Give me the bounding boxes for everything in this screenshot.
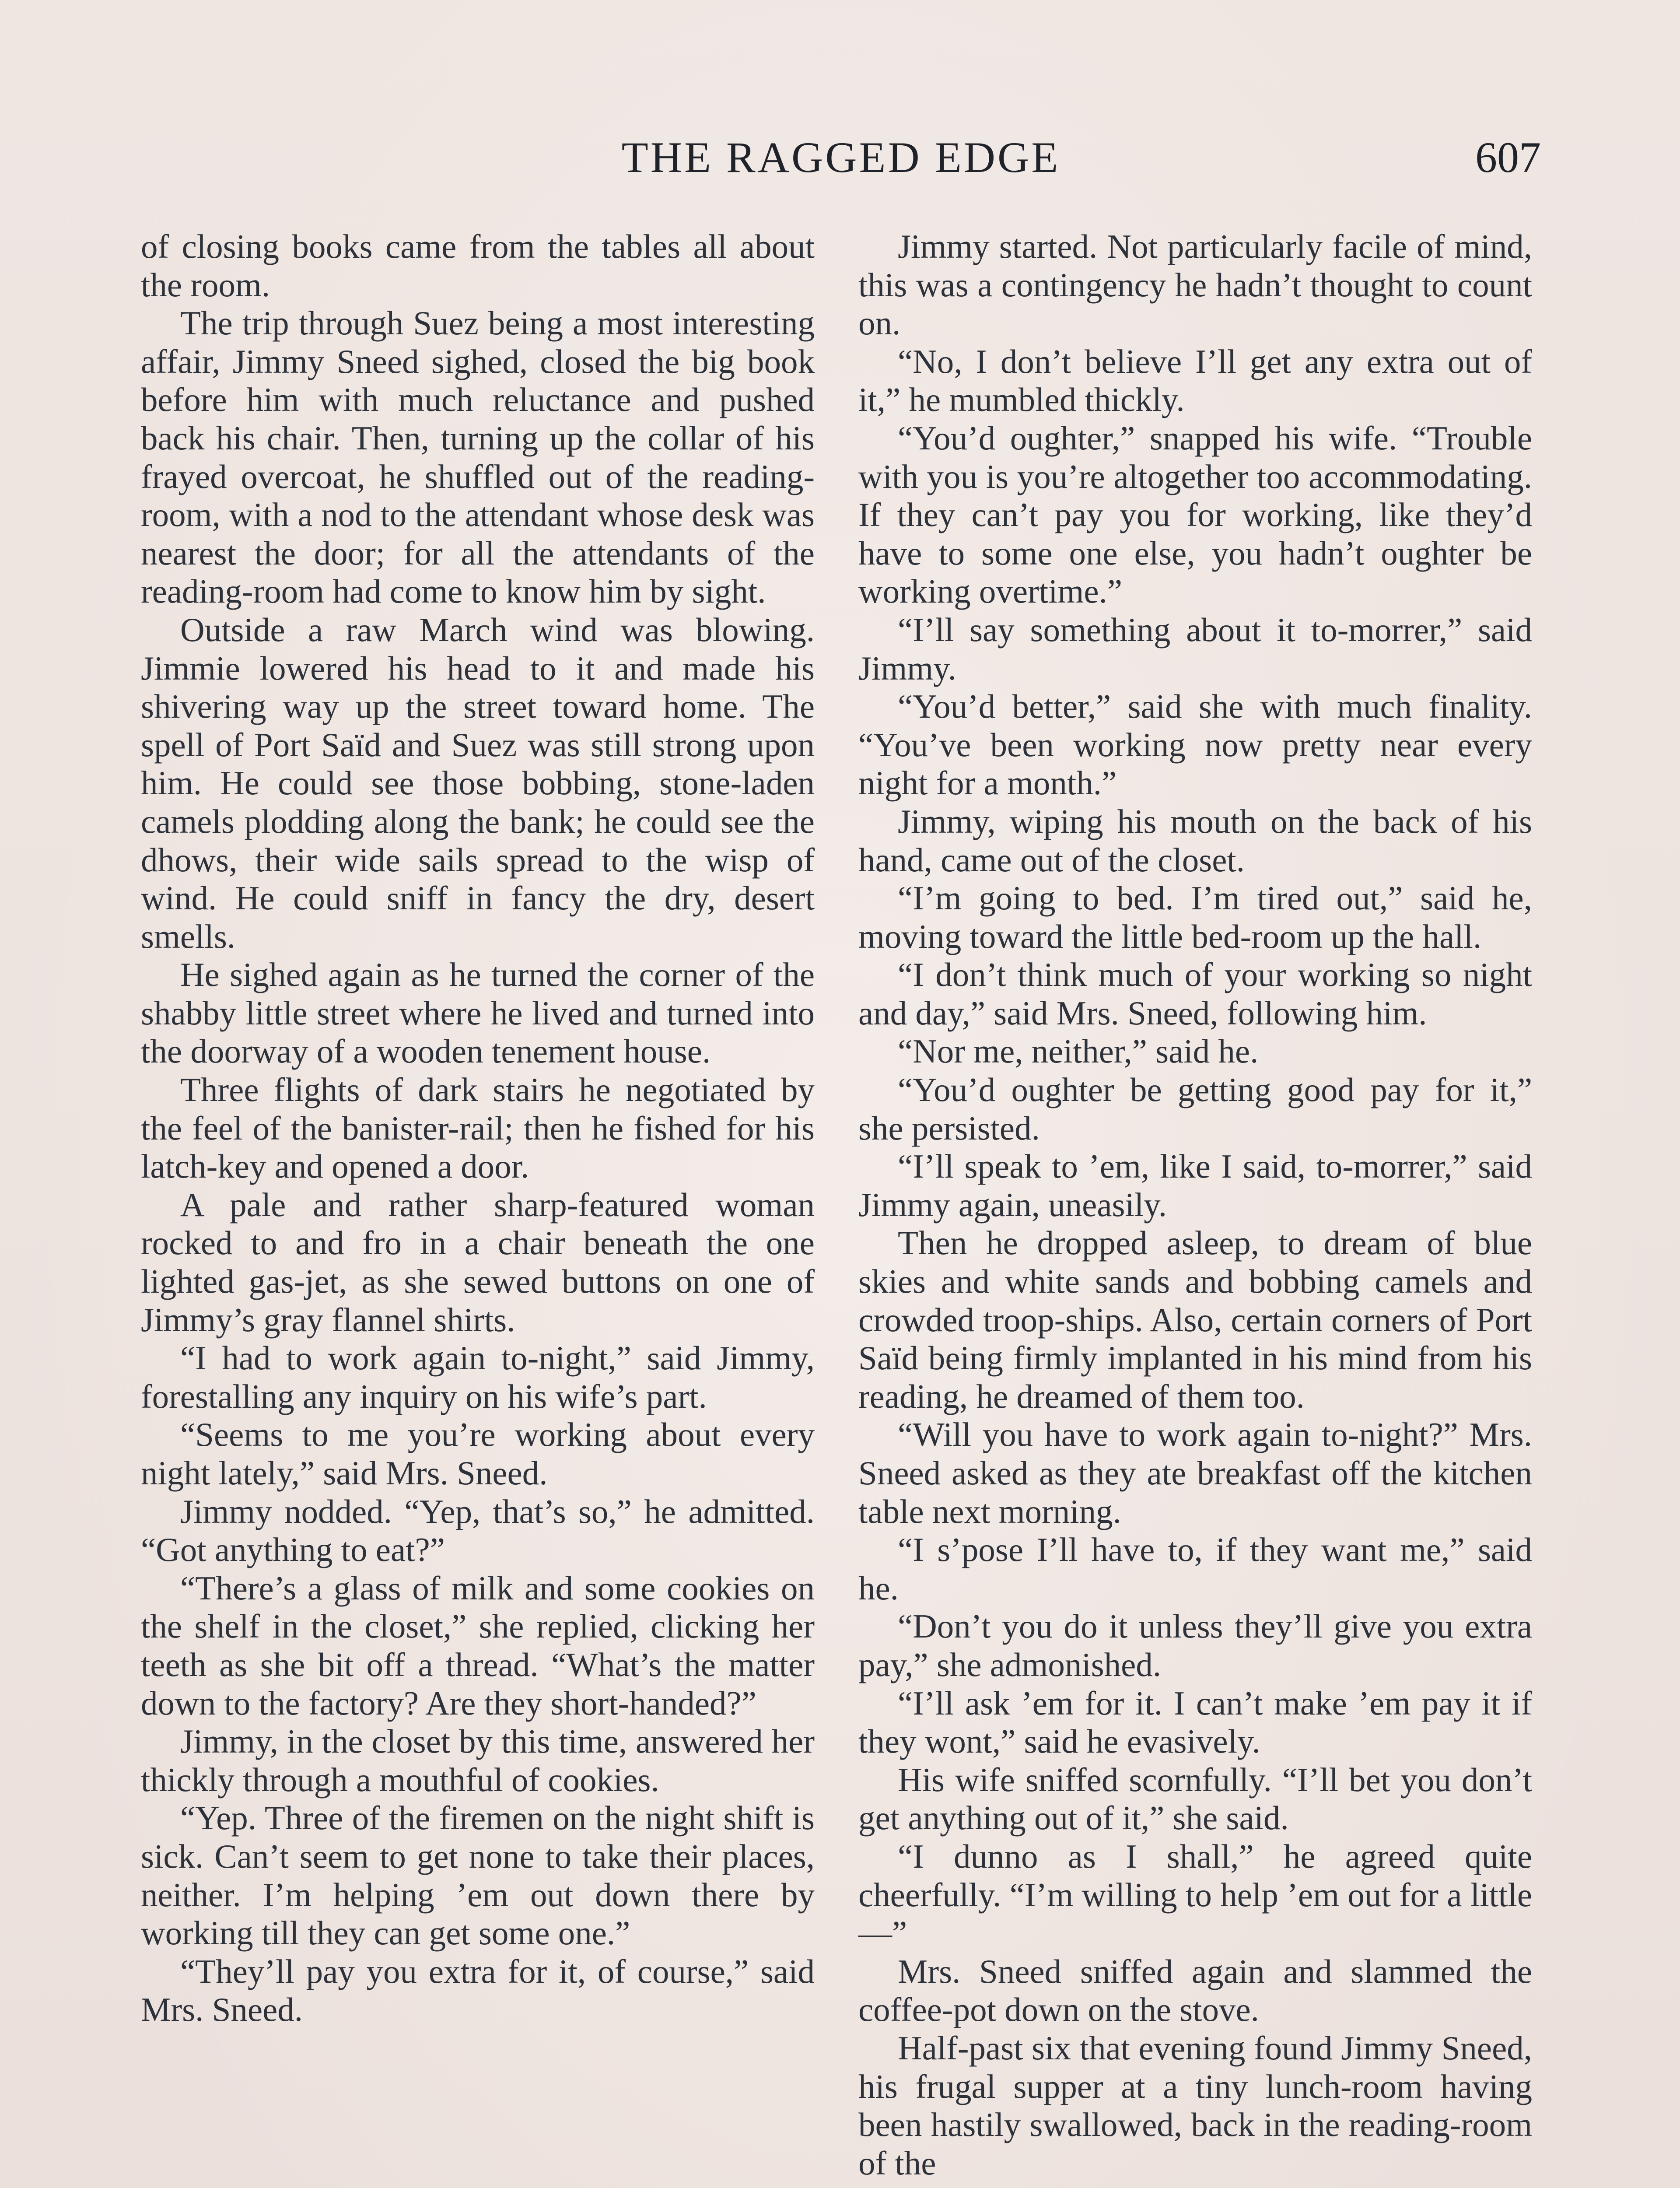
paragraph: “I’ll speak to ’em, like I said, to-morrer,” said Jimmy again, uneasily. [858,1147,1532,1224]
paragraph: The trip through Suez being a most interesting affair, Jimmy Sneed sighed, closed the big book before him with much reluctance and pushed back his chair. Then, turning up the collar of his frayed overcoat, he shuffled out of the reading-room, with a nod to the attendant whose desk was nearest the door; for all the attendants of the reading-room had come to know him by sight. [141,304,815,610]
paragraph: Then he dropped asleep, to dream of blue skies and white sands and bobbing camels and crowded troop-ships. Also, certain corners of Port Saïd being firmly implanted in his mind from his reading, he dreamed of them too. [858,1224,1532,1415]
paragraph: “I’ll say something about it to-morrer,” said Jimmy. [858,610,1532,687]
paragraph: Three flights of dark stairs he negotiated by the feel of the banister-rail; then he fished for his latch-key and opened a door. [141,1071,815,1185]
paragraph: “Seems to me you’re working about every night lately,” said Mrs. Sneed. [141,1416,815,1492]
paragraph: “I’ll ask ’em for it. I can’t make ’em pay it if they wont,” said he evasively. [858,1684,1532,1760]
paragraph: “You’d oughter,” snapped his wife. “Trouble with you is you’re altogether too accommodating. If they can’t pay you for working, like they’d have to some one else, you hadn’t oughter be working overtime.” [858,419,1532,610]
paragraph: “Don’t you do it unless they’ll give you extra pay,” she admonished. [858,1607,1532,1683]
running-head [141,131,1541,184]
paragraph: His wife sniffed scornfully. “I’ll bet you don’t get anything out of it,” she said. [858,1760,1532,1837]
paragraph: “I had to work again to-night,” said Jimmy, forestalling any inquiry on his wife’s part. [141,1339,815,1415]
paragraph: Jimmy started. Not particularly facile of mind, this was a contingency he hadn’t thought to count on. [858,228,1532,342]
paragraph: of closing books came from the tables all about the room. [141,228,815,304]
paragraph: “I don’t think much of your working so night and day,” said Mrs. Sneed, following him. [858,956,1532,1032]
paragraph: “Will you have to work again to-night?” Mrs. Sneed asked as they ate breakfast off the kitchen table next morning. [858,1416,1532,1530]
paragraph: Jimmy, in the closet by this time, answered her thickly through a mouthful of cookies. [141,1722,815,1799]
paragraph: Jimmy nodded. “Yep, that’s so,” he admitted. “Got anything to eat?” [141,1492,815,1569]
running-title: THE RAGGED EDGE [621,133,1060,182]
paragraph: “I’m going to bed. I’m tired out,” said he, moving toward the little bed-room up the hall. [858,879,1532,955]
paragraph: He sighed again as he turned the corner of the shabby little street where he lived and turned into the doorway of a wooden tenement house. [141,956,815,1070]
paragraph: Half-past six that evening found Jimmy Sneed, his frugal supper at a tiny lunch-room having been hastily swallowed, back in the reading-room of the [858,2029,1532,2182]
paragraph: “You’d better,” said she with much finality. “You’ve been working now pretty near every night for a month.” [858,687,1532,802]
paragraph: “I dunno as I shall,” he agreed quite cheerfully. “I’m willing to help ’em out for a little—” [858,1837,1532,1952]
paragraph: Outside a raw March wind was blowing. Jimmie lowered his head to it and made his shivering way up the street toward home. The spell of Port Saïd and Suez was still strong upon him. He could see those bobbing, stone-laden camels plodding along the bank; he could see the dhows, their wide sails spread to the wisp of wind. He could sniff in fancy the dry, desert smells. [141,610,815,955]
paragraph: “Yep. Three of the firemen on the night shift is sick. Can’t seem to get none to take their places, neither. I’m helping ’em out down there by working till they can get some one.” [141,1799,815,1952]
paragraph: “No, I don’t believe I’ll get any extra out of it,” he mumbled thickly. [858,342,1532,419]
left-column [141,228,815,2029]
page-number: 607 [1475,133,1541,182]
paragraph: “I s’pose I’ll have to, if they want me,” said he. [858,1531,1532,1607]
paragraph: “Nor me, neither,” said he. [898,1032,1259,1070]
right-column [858,228,1532,2182]
paragraph: A pale and rather sharp-featured woman rocked to and fro in a chair beneath the one lighted gas-jet, as she sewed buttons on one of Jimmy’s gray flannel shirts. [141,1185,815,1339]
paragraph: Jimmy, wiping his mouth on the back of his hand, came out of the closet. [858,802,1532,879]
paragraph: “They’ll pay you extra for it, of course,” said Mrs. Sneed. [141,1952,815,2029]
paragraph: “There’s a glass of milk and some cookies on the shelf in the closet,” she replied, clicking her teeth as she bit off a thread. “What’s the matter down to the factory? Are they short-handed?” [141,1569,815,1722]
paragraph: Mrs. Sneed sniffed again and slammed the coffee-pot down on the stove. [858,1952,1532,2029]
paragraph: “You’d oughter be getting good pay for it,” she persisted. [858,1071,1532,1147]
